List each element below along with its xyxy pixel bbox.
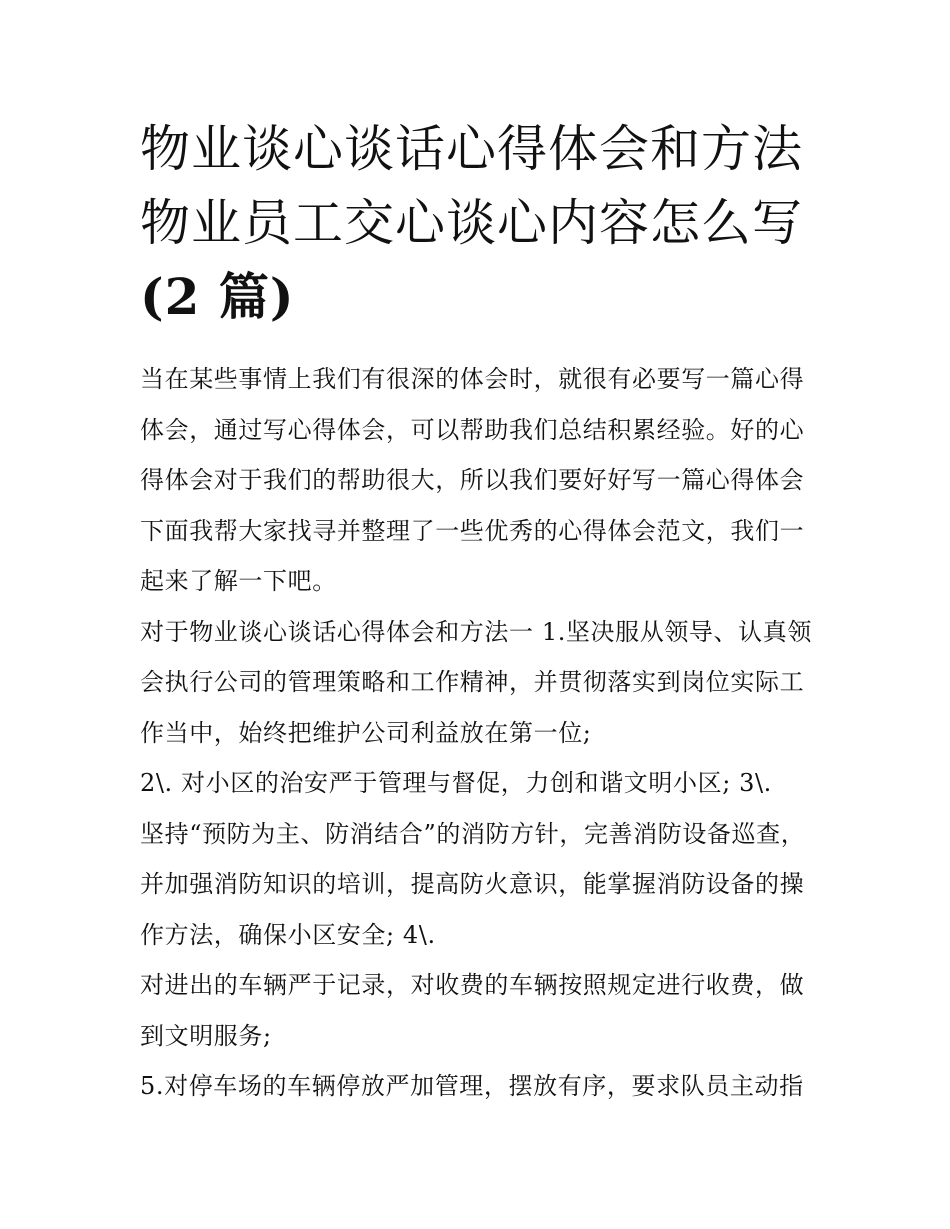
title-line: 物业员工交心谈心内容怎么写	[140, 194, 803, 252]
body-line: 体会，通过写心得体会，可以帮助我们总结积累经验。好的心	[140, 415, 805, 444]
document-body	[140, 354, 830, 1112]
body-line: 5.对停车场的车辆停放严加管理，摆放有序，要求队员主动指	[140, 1072, 804, 1100]
body-line: 对于物业谈心谈话心得体会和方法一 1.坚决服从领导、认真领	[140, 617, 812, 646]
body-line: 下面我帮大家找寻并整理了一些优秀的心得体会范文，我们一	[140, 516, 805, 545]
title-line: (2 篇)	[140, 267, 295, 326]
document-title	[140, 112, 820, 334]
body-line: 对进出的车辆严于记录，对收费的车辆按照规定进行收费，做	[140, 971, 805, 999]
title-line: 物业谈心谈话心得体会和方法	[140, 120, 803, 178]
body-line: 坚持“预防为主、防消结合”的消防方针，完善消防设备巡查，	[140, 819, 806, 848]
body-line: 作方法，确保小区安全; 4\.	[140, 920, 436, 949]
body-line: 并加强消防知识的培训，提高防火意识，能掌握消防设备的操	[140, 870, 805, 898]
body-line: 得体会对于我们的帮助很大，所以我们要好好写一篇心得体会	[140, 466, 805, 494]
body-line: 当在某些事情上我们有很深的体会时，就很有必要写一篇心得	[140, 365, 805, 393]
body-line: 会执行公司的管理策略和工作精神，并贯彻落实到岗位实际工	[140, 668, 805, 696]
body-line: 2\. 对小区的治安严于管理与督促，力创和谐文明小区; 3\.	[140, 769, 772, 797]
body-line: 到文明服务;	[140, 1021, 272, 1050]
body-line: 作当中，始终把维护公司利益放在第一位;	[140, 718, 592, 747]
body-line: 起来了解一下吧。	[140, 567, 337, 595]
